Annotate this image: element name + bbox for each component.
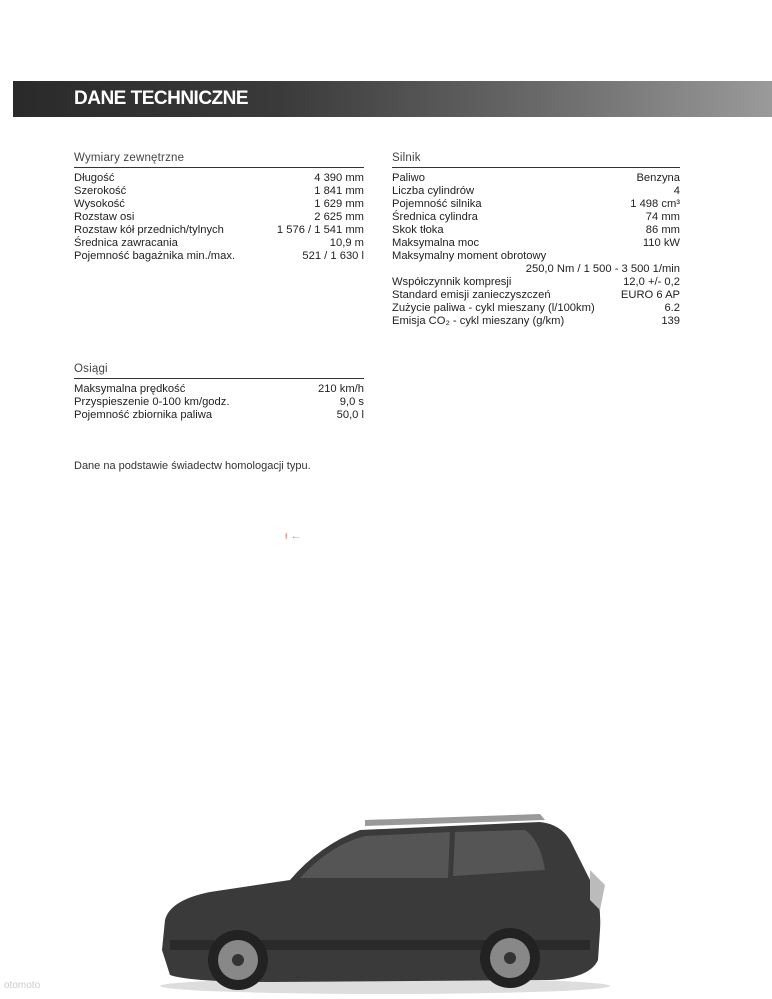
spec-row: Szerokość 1 841 mm bbox=[74, 185, 364, 197]
spec-row: Emisja CO₂ - cykl mieszany (g/km) 139 bbox=[392, 315, 680, 327]
car-image bbox=[150, 800, 620, 999]
spec-row: Rozstaw osi 2 625 mm bbox=[74, 211, 364, 223]
footnote: Dane na podstawie świadectw homologacji typu. bbox=[74, 460, 311, 472]
section-exterior bbox=[74, 152, 364, 263]
watermark: otomoto bbox=[4, 980, 41, 991]
section-title: Osiągi bbox=[74, 363, 364, 379]
spec-row: Rozstaw kół przednich/tylnych 1 576 / 1 541 mm bbox=[74, 224, 364, 236]
spec-row: Skok tłoka 86 mm bbox=[392, 224, 680, 236]
spec-row: Pojemność zbiornika paliwa 50,0 l bbox=[74, 409, 364, 421]
spec-row: Długość 4 390 mm bbox=[74, 172, 364, 184]
spec-row: Standard emisji zanieczyszczeń EURO 6 AP bbox=[392, 289, 680, 301]
page-title: DANE TECHNICZNE bbox=[74, 88, 249, 109]
spec-row: Zużycie paliwa - cykl mieszany (l/100km) 6.2 bbox=[392, 302, 680, 314]
spec-row: Średnica zawracania 10,9 m bbox=[74, 237, 364, 249]
stray-marks: ᵼ ← bbox=[285, 530, 302, 542]
section-engine bbox=[392, 152, 680, 328]
spec-row: Współczynnik kompresji 12,0 +/- 0,2 bbox=[392, 276, 680, 288]
spec-row: Paliwo Benzyna bbox=[392, 172, 680, 184]
spec-row: Liczba cylindrów 4 bbox=[392, 185, 680, 197]
spec-row: Przyspieszenie 0-100 km/godz. 9,0 s bbox=[74, 396, 364, 408]
spec-row: Średnica cylindra 74 mm bbox=[392, 211, 680, 223]
section-title: Silnik bbox=[392, 152, 680, 168]
section-title: Wymiary zewnętrzne bbox=[74, 152, 364, 168]
spec-row: Pojemność bagażnika min./max. 521 / 1 630 l bbox=[74, 250, 364, 262]
spec-row: Maksymalna prędkość 210 km/h bbox=[74, 383, 364, 395]
spec-row: Maksymalny moment obrotowy 250,0 Nm / 1 500 - 3 500 1/min bbox=[392, 250, 680, 275]
spec-row: Wysokość 1 629 mm bbox=[74, 198, 364, 210]
section-performance bbox=[74, 363, 364, 422]
spec-row: Maksymalna moc 110 kW bbox=[392, 237, 680, 249]
spec-row: Pojemność silnika 1 498 cm³ bbox=[392, 198, 680, 210]
